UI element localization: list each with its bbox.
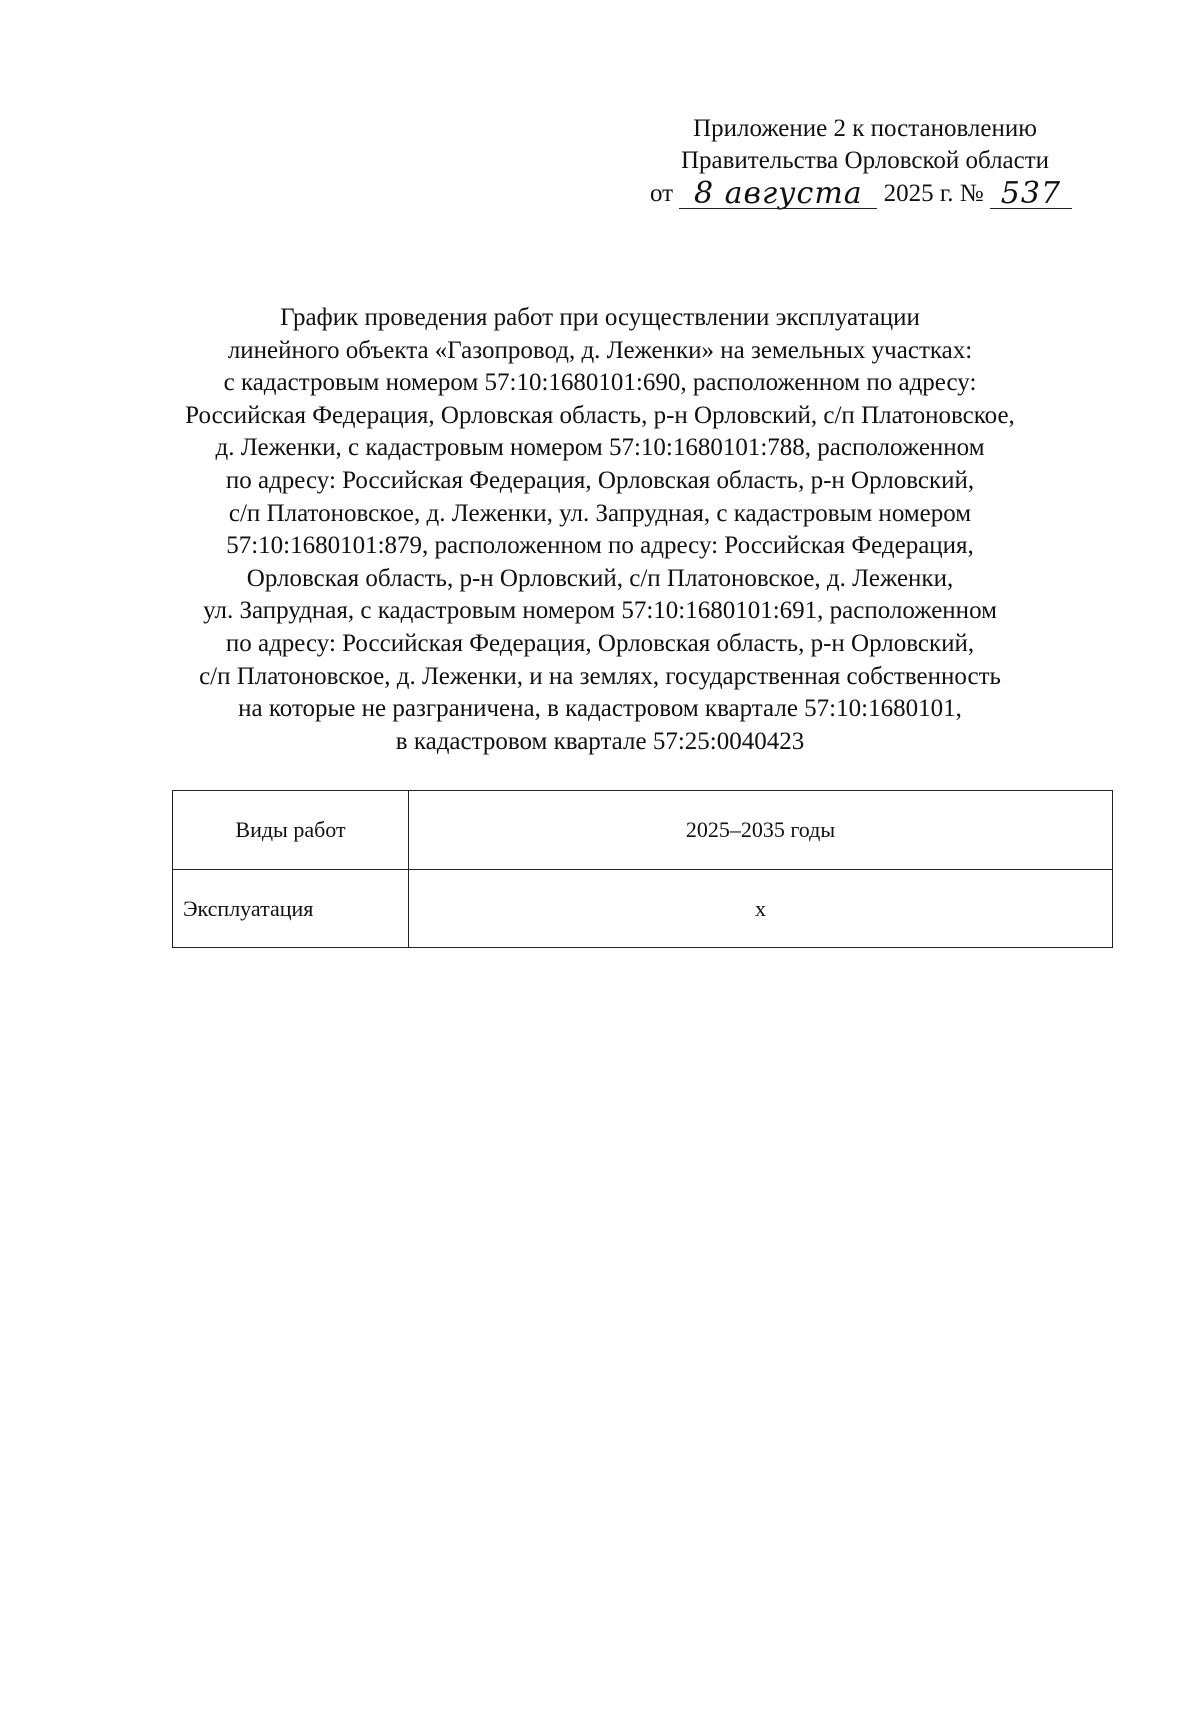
appendix-block <box>630 113 1100 210</box>
table-header-row <box>173 791 1113 870</box>
heading-line: д. Леженки, с кадастровым номером 57:10:1680101:788, расположенном <box>215 434 985 462</box>
heading-line: Российская Федерация, Орловская область, р-н Орловский, с/п Платоновское, <box>185 401 1015 429</box>
work-schedule-table <box>172 790 1113 948</box>
handwritten-number: 537 <box>990 179 1072 209</box>
heading-line: по адресу: Российская Федерация, Орловская область, р-н Орловский, <box>225 629 975 657</box>
heading-line: по адресу: Российская Федерация, Орловская область, р-н Орловский, <box>225 466 975 494</box>
heading-line: с/п Платоновское, д. Леженки, и на землях, государственная собственность <box>199 662 1001 690</box>
handwritten-date: 8 августа <box>679 179 877 209</box>
document-heading <box>130 302 1070 758</box>
cell-work-type: Эксплуатация <box>173 870 409 948</box>
date-prefix: от <box>650 180 674 207</box>
year-number-label: 2025 г. № <box>883 180 984 207</box>
heading-line: линейного объекта «Газопровод, д. Леженки» на земельных участках: <box>227 336 973 364</box>
heading-line: График проведения работ при осуществлении эксплуатации <box>280 304 920 331</box>
table-row <box>173 870 1113 948</box>
heading-line: 57:10:1680101:879, расположенном по адресу: Российская Федерация, <box>226 532 974 560</box>
heading-line: ул. Запрудная, с кадастровым номером 57:10:1680101:691, расположенном <box>203 597 997 625</box>
heading-line: на которые не разграничена, в кадастровом квартале 57:10:1680101, <box>238 695 962 723</box>
heading-line: с кадастровым номером 57:10:1680101:690, расположенном по адресу: <box>223 369 977 397</box>
cell-period-mark: х <box>409 870 1113 948</box>
appendix-date-line <box>630 177 1100 210</box>
header-cell-period: 2025–2035 годы <box>409 791 1113 870</box>
header-cell-work-type: Виды работ <box>173 791 409 870</box>
appendix-title-line: Приложение 2 к постановлению <box>693 115 1037 142</box>
heading-line: с/п Платоновское, д. Леженки, ул. Запрудная, с кадастровым номером <box>228 499 972 527</box>
appendix-authority-line: Правительства Орловской области <box>680 147 1050 174</box>
heading-line: Орловская область, р-н Орловский, с/п Платоновское, д. Леженки, <box>246 564 954 592</box>
heading-line: в кадастровом квартале 57:25:0040423 <box>395 727 805 755</box>
